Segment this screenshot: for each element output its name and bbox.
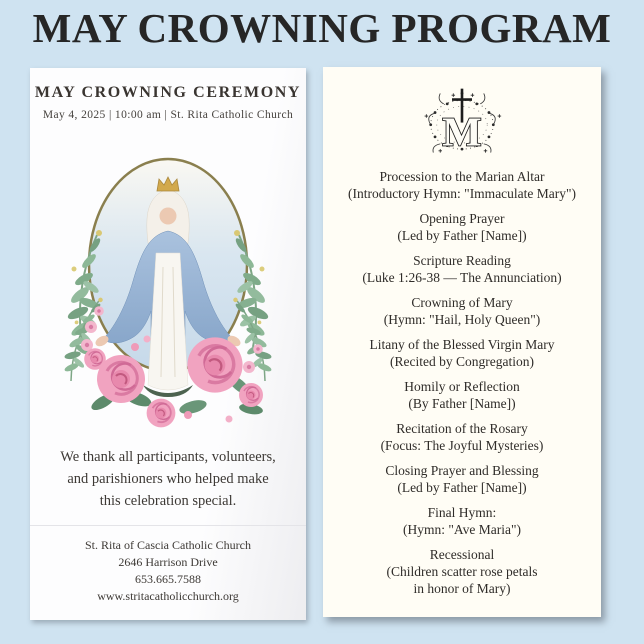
program-item xyxy=(323,420,601,454)
program-item-subtitle: (By Father [Name]) xyxy=(408,396,516,411)
program-item xyxy=(323,546,601,597)
program-item-subtitle: (Focus: The Joyful Mysteries) xyxy=(380,438,544,453)
program-item-title: Recitation of the Rosary xyxy=(396,421,528,436)
church-name: St. Rita of Cascia Catholic Church xyxy=(85,538,251,552)
program-item-subtitle: (Led by Father [Name]) xyxy=(397,480,527,495)
program-item-title: Litany of the Blessed Virgin Mary xyxy=(369,337,555,352)
church-address: 2646 Harrison Drive xyxy=(118,555,218,569)
program-item-subtitle: (Children scatter rose petals xyxy=(386,564,538,579)
thanks-line: and parishioners who helped make xyxy=(67,471,269,487)
program-item xyxy=(323,294,601,328)
program-item xyxy=(323,462,601,496)
marian-monogram-icon xyxy=(412,83,512,163)
church-phone: 653.665.7588 xyxy=(135,572,201,586)
program-item xyxy=(323,168,601,202)
thanks-line: We thank all participants, volunteers, xyxy=(60,449,276,465)
program-item-subtitle-line2: in honor of Mary) xyxy=(413,581,511,596)
ceremony-card xyxy=(30,68,306,620)
program-item xyxy=(323,210,601,244)
program-item xyxy=(323,336,601,370)
ceremony-card-subtitle: May 4, 2025 | 10:00 am | St. Rita Catholic Church xyxy=(42,109,294,121)
program-item-subtitle: (Introductory Hymn: "Immaculate Mary") xyxy=(347,186,577,201)
footer-divider xyxy=(30,525,306,526)
thanks-message xyxy=(30,446,306,512)
program-item xyxy=(323,378,601,412)
program-item-title: Recessional xyxy=(429,547,495,562)
program-item-title: Scripture Reading xyxy=(413,253,511,268)
program-item-subtitle: (Hymn: "Ave Maria") xyxy=(403,522,521,537)
program-order-card xyxy=(323,67,601,617)
program-item-title: Opening Prayer xyxy=(419,211,505,226)
ceremony-card-title: MAY CROWNING CEREMONY xyxy=(34,84,302,101)
church-contact-block xyxy=(30,537,306,605)
program-item-title: Procession to the Marian Altar xyxy=(379,169,545,184)
program-item-title: Crowning of Mary xyxy=(411,295,513,310)
program-item-subtitle: (Luke 1:26-38 — The Annunciation) xyxy=(362,270,562,285)
church-website: www.stritacatholicchurch.org xyxy=(97,589,239,603)
program-item-subtitle: (Hymn: "Hail, Holy Queen") xyxy=(383,312,541,327)
program-item-title: Closing Prayer and Blessing xyxy=(385,463,539,478)
program-list xyxy=(323,168,601,597)
program-item xyxy=(323,504,601,538)
program-item-title: Homily or Reflection xyxy=(404,379,520,394)
program-item xyxy=(323,252,601,286)
program-item-subtitle: (Led by Father [Name]) xyxy=(397,228,527,243)
thanks-line: this celebration special. xyxy=(99,493,237,509)
page-title: MAY CROWNING PROGRAM xyxy=(32,5,612,51)
virgin-mary-artwork xyxy=(43,127,293,437)
program-item-title: Final Hymn: xyxy=(427,505,497,520)
program-item-subtitle: (Recited by Congregation) xyxy=(390,354,534,369)
monogram-letter-m: M xyxy=(442,109,482,156)
